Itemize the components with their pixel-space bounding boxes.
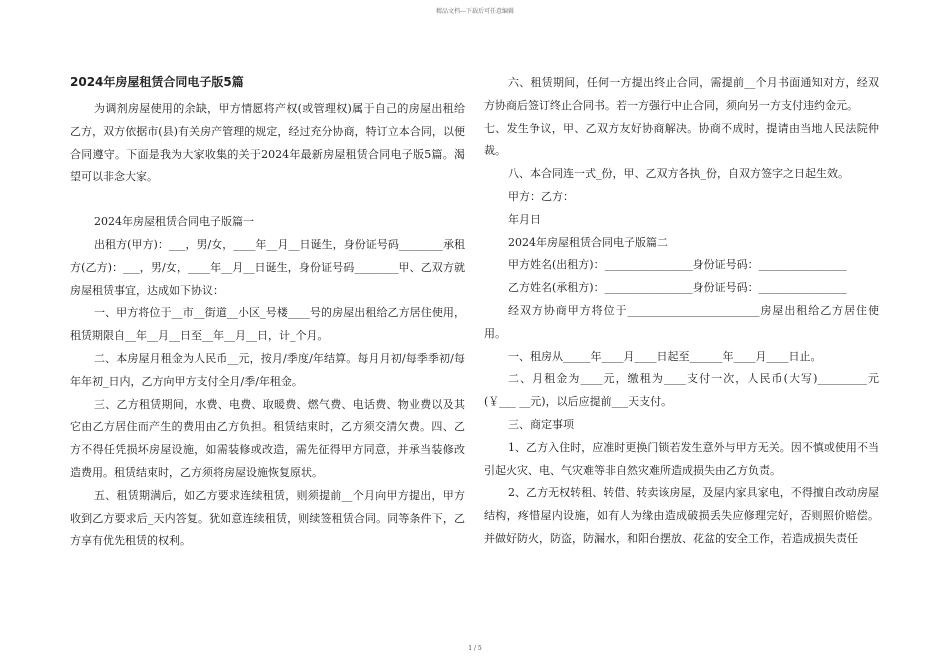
spacer [70,189,465,211]
party-b-line: 乙方姓名(承租方)：________________身份证号码：________________ [508,281,847,295]
clause-5: 五、租赁期满后，如乙方要求连续租赁，则须提前__个月向甲方提出，甲方收到乙方要求后_天内答复。犹如意连续租赁，则续签租赁合同。同等条件下，乙方享有优先租赁的权利。 [70,488,465,548]
clause-6: 六、租赁期间，任何一方提出终止合同，需提前__个月书面通知对方，经双方协商后签订终止合同书。若一方强行中止合同，须向另一方支付违约金元。 [484,76,879,112]
date-line: 年月日 [508,212,541,226]
page-number: 1 / 5 [468,645,482,652]
agreed-matters-heading: 三、商定事项 [508,417,574,431]
clause-7: 七、发生争议，甲、乙双方友好协商解决。协商不成时，提请由当地人民法院仲裁。 [484,121,879,158]
intro-paragraph: 为调剂房屋使用的余缺，甲方情愿将产权(或管理权)属于自己的房屋出租给乙方，双方依据市(县)有关房产管理的规定，经过充分协商，特订立本合同，以便合同遵守。下面是我为大家收集的关于2024年最新房屋租赁合同电子版5篇。渴望可以非念大家。 [70,102,465,184]
clause-1: 一、甲方将位于__市__街道__小区_号楼____号的房屋出租给乙方居住使用，租赁期限自__年__月__日至__年__月__日，计_个月。 [70,306,465,343]
agreement-paragraph: 经双方协商甲方将位于________________________房屋出租给乙方居住使用。 [484,303,879,340]
left-column [70,72,465,553]
right-column [484,72,879,551]
matter-1: 1、乙方入住时，应准时更换门锁若发生意外与甲方无关。因不慎或使用不当引起火灾、电、气灾难等非自然灾难所造成损失由乙方负责。 [484,440,879,477]
clause-8: 八、本合同连一式_份，甲、乙双方各执_份，自双方签字之日起生效。 [508,167,849,181]
rent-amount: 二、月租金为____元，缴租为____支付一次，人民币(大写)_________元(￥___ __元)，以后应提前___天支付。 [484,372,879,409]
matter-2: 2、乙方无权转租、转借、转卖该房屋，及屋内家具家电，不得擅自改动房屋结构，疼惜屋内设施，如有人为缘由造成破损丢失应修理完好，否则照价赔偿。并做好防火，防盗，防漏水，和阳台摆放、花盆的安全工作，若造成损失责任 [484,486,879,545]
section-title-1: 2024年房屋租赁合同电子版篇一 [94,215,254,229]
document-title: 2024年房屋租赁合同电子版5篇 [70,75,244,89]
parties-paragraph: 出租方(甲方)：___，男/女，____年__月__日诞生，身份证号码________承租方(乙方)：___，男/女，____年__月__日诞生，身份证号码________甲、乙双方就房屋租赁事宜，达成如下协议： [70,237,465,297]
signature-line: 甲方：乙方： [508,189,574,203]
party-a-line: 甲方姓名(出租方)：________________身份证号码：________________ [508,258,847,272]
section-title-2: 2024年房屋租赁合同电子版篇二 [508,235,668,249]
clause-2: 二、本房屋月租金为人民币__元，按月/季度/年结算。每月月初/每季季初/每年年初_日内，乙方向甲方支付全月/季/年租金。 [70,351,465,388]
clause-3-4: 三、乙方租赁期间，水费、电费、取暖费、燃气费、电话费、物业费以及其它由乙方居住而产生的费用由乙方负担。租赁结束时，乙方须交清欠费。四、乙方不得任凭损坏房屋设施，如需装修或改造，需先征得甲方同意，并承当装修改造费用。租赁结束时，乙方须将房屋设施恢复原状。 [70,397,465,479]
page-header: 精品文档---下载后可任意编辑 [435,8,515,15]
rent-period: 一、租房从_____年____月____日起至______年____月____日止。 [508,349,822,363]
